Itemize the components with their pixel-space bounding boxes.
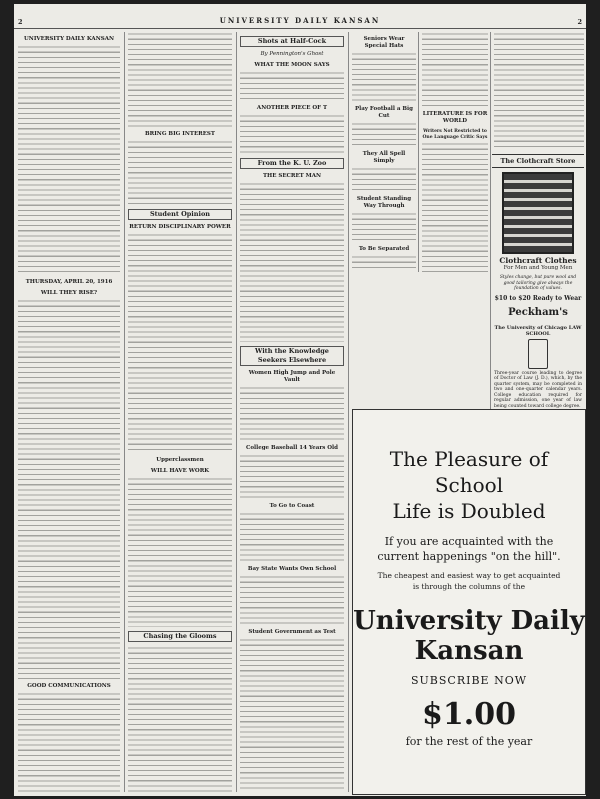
section-shots-at-half-cock: Shots at Half-Cock	[240, 36, 344, 47]
article-text	[240, 182, 344, 342]
head-student-government: Student Government as Test	[248, 629, 336, 635]
editorial-text-2	[18, 692, 120, 792]
head-bay-state: Bay State Wants Own School	[247, 566, 337, 572]
clothcraft-tagline: Styles change, but pure wool and good tailoring give always the foundation of values.	[499, 275, 577, 291]
editorial-text	[18, 299, 120, 679]
section-from-the-ku-zoo: From the K. U. Zoo	[240, 158, 344, 169]
article-text	[240, 638, 344, 792]
staff-box-text	[18, 45, 120, 275]
clothcraft-brand: Clothcraft Clothes	[499, 256, 577, 265]
article-text	[352, 52, 416, 102]
staff-box-title: UNIVERSITY DAILY KANSAN	[24, 36, 114, 42]
column-divider	[124, 32, 125, 792]
clock-tower-icon	[528, 339, 548, 369]
column-divider	[236, 32, 237, 792]
kansan-subscription-ad	[352, 409, 586, 795]
head-the-secret-man: THE SECRET MAN	[262, 173, 322, 179]
peckhams-name: Peckham's	[508, 306, 568, 318]
column-3	[240, 32, 344, 792]
newspaper-page	[14, 4, 586, 796]
head-to-go-to-coast: To Go to Coast	[269, 503, 315, 509]
page-number-right: 2	[577, 18, 582, 26]
article-text	[352, 255, 416, 272]
head-college-baseball: College Baseball 14 Years Old	[245, 445, 338, 451]
clothcraft-advertisement	[492, 154, 584, 432]
head-upperclassmen: Upperclassmen	[156, 457, 204, 463]
head-return-disciplinary-power: RETURN DISCIPLINARY POWER	[129, 224, 231, 230]
article-text	[240, 512, 344, 562]
subhead-writers: Writers Not Restricted to One Language Critic Says	[422, 129, 488, 140]
law-school-title: The University of Chicago LAW SCHOOL	[494, 324, 582, 337]
head-another-piece: ANOTHER PIECE OF T	[256, 105, 328, 111]
article-text	[240, 575, 344, 625]
article-text	[128, 477, 232, 627]
article-text	[494, 32, 584, 147]
clothcraft-price: $10 to $20 Ready to Wear	[494, 294, 582, 302]
clothing-shelf-illustration	[502, 172, 574, 254]
article-text	[352, 212, 416, 242]
byline: By Pennington's Ghost	[260, 51, 324, 57]
head-spell-simply: They All Spell Simply	[362, 151, 406, 164]
head-seniors-special-hats: Seniors Wear Special Hats	[363, 36, 405, 49]
date-line: THURSDAY, APRIL 20, 1916	[25, 279, 113, 285]
head-play-football: Play Football a Big Cut	[355, 106, 413, 119]
masthead-rule	[14, 28, 586, 29]
head-student-standing: Student Standing Way Through	[356, 196, 412, 209]
section-chasing-the-glooms: Chasing the Glooms	[128, 631, 232, 642]
article-text	[128, 646, 232, 792]
article-text	[352, 167, 416, 192]
ad-paper-name-1: University Daily	[353, 606, 585, 636]
head-women-high-jump: Women High Jump and Pole Vault	[248, 370, 336, 383]
ad-headline-2: Life is Doubled	[392, 499, 546, 523]
column-4b	[422, 32, 488, 272]
article-text	[422, 32, 488, 107]
verse-text	[240, 71, 344, 101]
editorial-head-communications: GOOD COMMUNICATIONS	[27, 683, 111, 689]
article-text	[240, 454, 344, 499]
head-literature-world: LITERATURE IS FOR WORLD	[422, 111, 488, 124]
section-student-opinion: Student Opinion	[128, 209, 232, 220]
ad-subscribe-now: SUBSCRIBE NOW	[410, 674, 528, 687]
law-school-detail: Three-year course leading to degree of Doctor of Law (J. D.), which, by the quarter system, may be completed in two and one-quarter calendar years. College education required for regular admission, one year of law being counted toward college degree.	[494, 370, 582, 409]
clothcraft-title: The Clothcraft Store	[492, 154, 584, 168]
head-to-be-separated: To Be Separated	[358, 246, 410, 252]
ad-body: The cheapest and easiest way to get acquainted is through the columns of the	[377, 571, 561, 591]
column-2	[128, 32, 232, 792]
editorial-text	[128, 32, 232, 127]
head-will-have-work: WILL HAVE WORK	[150, 468, 210, 474]
head-what-the-moon-says: WHAT THE MOON SAYS	[254, 62, 330, 68]
column-1	[18, 32, 120, 792]
article-text	[422, 142, 488, 272]
article-text	[128, 140, 232, 205]
ad-price-note: for the rest of the year	[405, 735, 533, 748]
editorial-head-will-they-rise: WILL THEY RISE?	[40, 290, 98, 296]
ad-price: $1.00	[422, 697, 516, 732]
column-divider	[348, 32, 349, 792]
ad-paper-name-2: Kansan	[414, 636, 524, 666]
article-text	[240, 386, 344, 441]
column-5	[494, 32, 584, 147]
masthead	[14, 4, 586, 28]
section-knowledge-seekers: With the Knowledge Seekers Elsewhere	[240, 346, 344, 366]
clothcraft-brand-sub: For Men and Young Men	[503, 265, 573, 271]
verse-text	[240, 114, 344, 154]
column-4	[352, 32, 416, 272]
masthead-title: UNIVERSITY DAILY KANSAN	[219, 16, 381, 25]
ad-subhead: If you are acquainted with the current happenings "on the hill".	[377, 535, 561, 563]
article-text	[128, 233, 232, 453]
page-number-left: 2	[18, 18, 23, 26]
head-bring-big-interest: BRING BIG INTEREST	[145, 131, 215, 137]
column-divider	[418, 32, 419, 272]
article-text	[352, 122, 416, 147]
ad-headline-1: The Pleasure of School	[389, 447, 549, 497]
